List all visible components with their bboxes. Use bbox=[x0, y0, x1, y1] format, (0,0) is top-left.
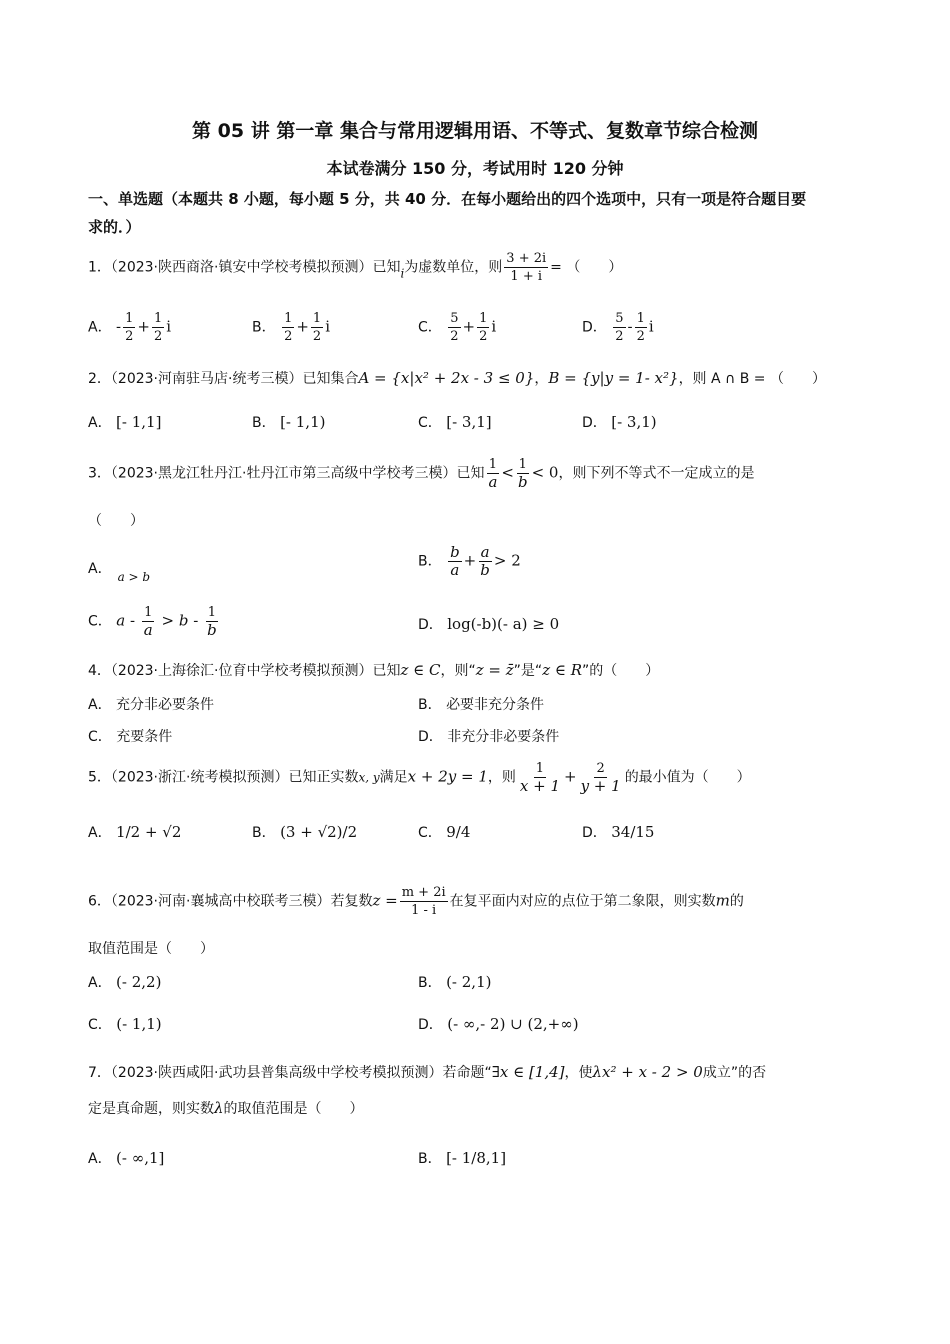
q2-option-d[interactable]: D． [- 3,1) bbox=[582, 413, 657, 431]
question-6-line2: 取值范围是（ ） bbox=[88, 941, 214, 957]
question-3: 3．（2023·黑龙江牡丹江·牡丹江市第三高级中学校考三模）已知 $\frac{1}{a}$ < $\frac{1}{b}$ < 0，则下列不等式不一定成立的是 bbox=[88, 457, 755, 491]
q1-option-b[interactable]: B． $\frac{1}{2}$ + $\frac{1}{2}$ i bbox=[252, 311, 331, 344]
section-heading-line1: 一、单选题（本题共 8 小题，每小题 5 分，共 40 分．在每小题给出的四个选项中，只有一项是符合题目要 bbox=[88, 190, 807, 208]
question-7: 7．（2023·陕西咸阳·武功县普集高级中学校考模拟预测）若命题“∃x ∈ [1,4]，使λx² + x - 2 > 0成立”的否 bbox=[88, 1063, 767, 1081]
page-title: 第 05 讲 第一章 集合与常用逻辑用语、不等式、复数章节综合检测 bbox=[192, 120, 758, 142]
q2-option-b[interactable]: B． [- 1,1) bbox=[252, 413, 326, 431]
q1-option-c[interactable]: C． $\frac{5}{2}$ + $\frac{1}{2}$ i bbox=[418, 311, 497, 344]
q5-option-a[interactable]: A． 1/2 + √2 bbox=[88, 823, 182, 841]
q3-option-c[interactable]: C． a - $\frac{1}{a}$ > b - $\frac{1}{b}$ bbox=[88, 605, 217, 639]
q6-option-c[interactable]: C． (- 1,1) bbox=[88, 1015, 162, 1033]
question-7-line2: 定是真命题，则实数λ的取值范围是（ ） bbox=[88, 1099, 364, 1117]
q5-option-d[interactable]: D． 34/15 bbox=[582, 823, 655, 841]
q3-option-d[interactable]: D． log(-b)(- a) ≥ 0 bbox=[418, 615, 560, 633]
q6-option-d[interactable]: D． (- ∞,- 2) ∪ (2,+∞) bbox=[418, 1015, 579, 1033]
q2-option-a[interactable]: A． [- 1,1] bbox=[88, 413, 162, 431]
question-1: 1．（2023·陕西商洛·镇安中学校考模拟预测）已知i为虚数单位，则 $\frac{3 + 2i}{1 + i}$ = （ ） bbox=[88, 251, 623, 284]
q4-option-b[interactable]: B． 必要非充分条件 bbox=[418, 697, 545, 713]
question-5: 5．（2023·浙江·统考模拟预测）已知正实数x, y满足x + 2y = 1，则 $\frac{1}{x + 1}$ + $\frac{2}{y + 1}$ 的最小值为（ ） bbox=[88, 761, 751, 795]
question-2: 2．（2023·河南驻马店·统考三模）已知集合A = {x|x² + 2x - 3 ≤ 0}，B = {y|y = 1- x²}，则 A ∩ B = （ ） bbox=[88, 369, 826, 387]
q1-option-d[interactable]: D． $\frac{5}{2}$ - $\frac{1}{2}$ i bbox=[582, 311, 654, 344]
q2-option-c[interactable]: C． [- 3,1] bbox=[418, 413, 492, 431]
q5-option-c[interactable]: C． 9/4 bbox=[418, 823, 471, 841]
question-3-line2: （ ） bbox=[88, 513, 144, 529]
q7-option-b[interactable]: B． [- 1/8,1] bbox=[418, 1149, 507, 1167]
q7-option-a[interactable]: A． (- ∞,1] bbox=[88, 1149, 165, 1167]
q5-option-b[interactable]: B． (3 + √2)/2 bbox=[252, 823, 358, 841]
q1-option-a[interactable]: A． - $\frac{1}{2}$ + $\frac{1}{2}$ i bbox=[88, 311, 172, 344]
q4-option-a[interactable]: A． 充分非必要条件 bbox=[88, 697, 215, 713]
question-4: 4．（2023·上海徐汇·位育中学校考模拟预测）已知z ∈ C，则“z = z̄”是“z ∈ R”的（ ） bbox=[88, 661, 660, 679]
q4-option-c[interactable]: C． 充要条件 bbox=[88, 729, 173, 745]
section-heading-line2: 求的．） bbox=[88, 218, 141, 236]
q6-option-b[interactable]: B． (- 2,1) bbox=[418, 973, 492, 991]
q6-option-a[interactable]: A． (- 2,2) bbox=[88, 973, 162, 991]
q3-option-b[interactable]: B． $\frac{b}{a}$ + $\frac{a}{b}$ > 2 bbox=[418, 543, 521, 579]
page-subtitle: 本试卷满分 150 分，考试用时 120 分钟 bbox=[326, 159, 624, 178]
question-6: 6．（2023·河南·襄城高中校联考三模）若复数z = $\frac{m + 2i}{1 - i}$ 在复平面内对应的点位于第二象限，则实数m的 bbox=[88, 885, 744, 918]
q3-option-a[interactable]: A． a > b bbox=[88, 561, 151, 584]
q4-option-d[interactable]: D． 非充分非必要条件 bbox=[418, 729, 560, 745]
